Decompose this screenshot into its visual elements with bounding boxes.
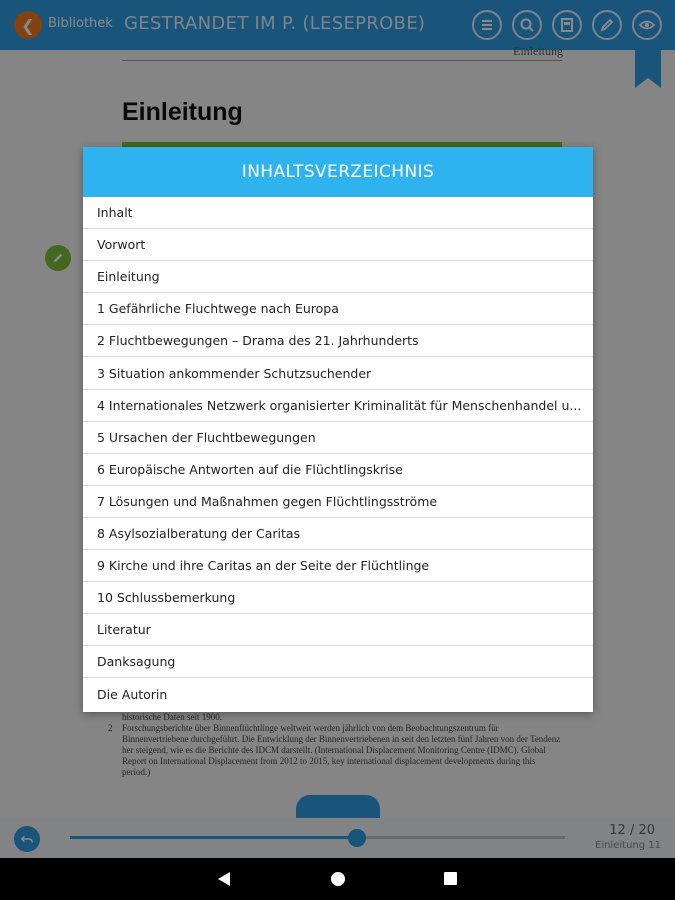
toc-item[interactable]: 1 Gefährliche Fluchtwege nach Europa (83, 293, 593, 325)
toc-item[interactable]: Inhalt (83, 197, 593, 229)
nav-home-icon[interactable] (331, 872, 345, 886)
toc-item[interactable]: 6 Europäische Antworten auf die Flüchtlingskrise (83, 454, 593, 486)
page-counter: 12 / 20 (609, 823, 655, 838)
footnote-text: historische Daten seit 1900. (122, 712, 222, 722)
section-label: Einleitung 11 (595, 840, 661, 851)
dialog-title: INHALTSVERZEICHNIS (83, 147, 593, 197)
nav-recents-icon[interactable] (444, 872, 457, 885)
toc-item[interactable]: 5 Ursachen der Fluchtbewegungen (83, 422, 593, 454)
running-head: Einleitung (513, 44, 563, 58)
footnote-text: Forschungsberichte über Binnenflüchtlinge weltweit werden jährlich von dem Beobachtungszentrum für Binnenvertriebene durchgeführt. Die Entwicklung der Binnenvertriebenen in seit den letzten fünf Jahren von der Tendenz her steigend, wie es die Berichte des IDCM darstellt. (International Displacement Monitoring Centre (IDMC). Global Report on International Displacement from 2012 to 2015, key international displacement developments during this period.) (122, 723, 561, 777)
toc-item[interactable]: Danksagung (83, 646, 593, 678)
toc-item[interactable]: 3 Situation ankommender Schutzsuchender (83, 357, 593, 389)
toc-dialog (83, 147, 593, 712)
toc-item[interactable]: 8 Asylsozialberatung der Caritas (83, 518, 593, 550)
toc-item[interactable]: Einleitung (83, 261, 593, 293)
toc-item[interactable]: 9 Kirche und ihre Caritas an der Seite der Flüchtlinge (83, 550, 593, 582)
toc-item[interactable]: Die Autorin (97, 686, 168, 702)
book-title: GESTRANDET IM P. (LESEPROBE) (124, 13, 426, 34)
toc-item[interactable]: 2 Fluchtbewegungen – Drama des 21. Jahrhunderts (83, 325, 593, 357)
nav-back-icon[interactable] (218, 872, 230, 886)
toc-item[interactable]: Literatur (83, 614, 593, 646)
toc-item[interactable]: 10 Schlussbemerkung (83, 582, 593, 614)
arrow-left-icon: ❮ (21, 15, 35, 35)
chapter-title: Einleitung (122, 98, 243, 126)
footnote-number: 2 (108, 723, 113, 733)
toc-list (83, 197, 593, 711)
toc-item[interactable]: 4 Internationales Netzwerk organisierter Kriminalität für Menschenhandel u... (83, 390, 593, 422)
toc-item[interactable]: Vorwort (83, 229, 593, 261)
library-link[interactable]: Bibliothek (48, 16, 113, 31)
toc-item[interactable]: 7 Lösungen und Maßnahmen gegen Flüchtlingsströme (83, 486, 593, 518)
system-nav-bar (0, 858, 675, 900)
